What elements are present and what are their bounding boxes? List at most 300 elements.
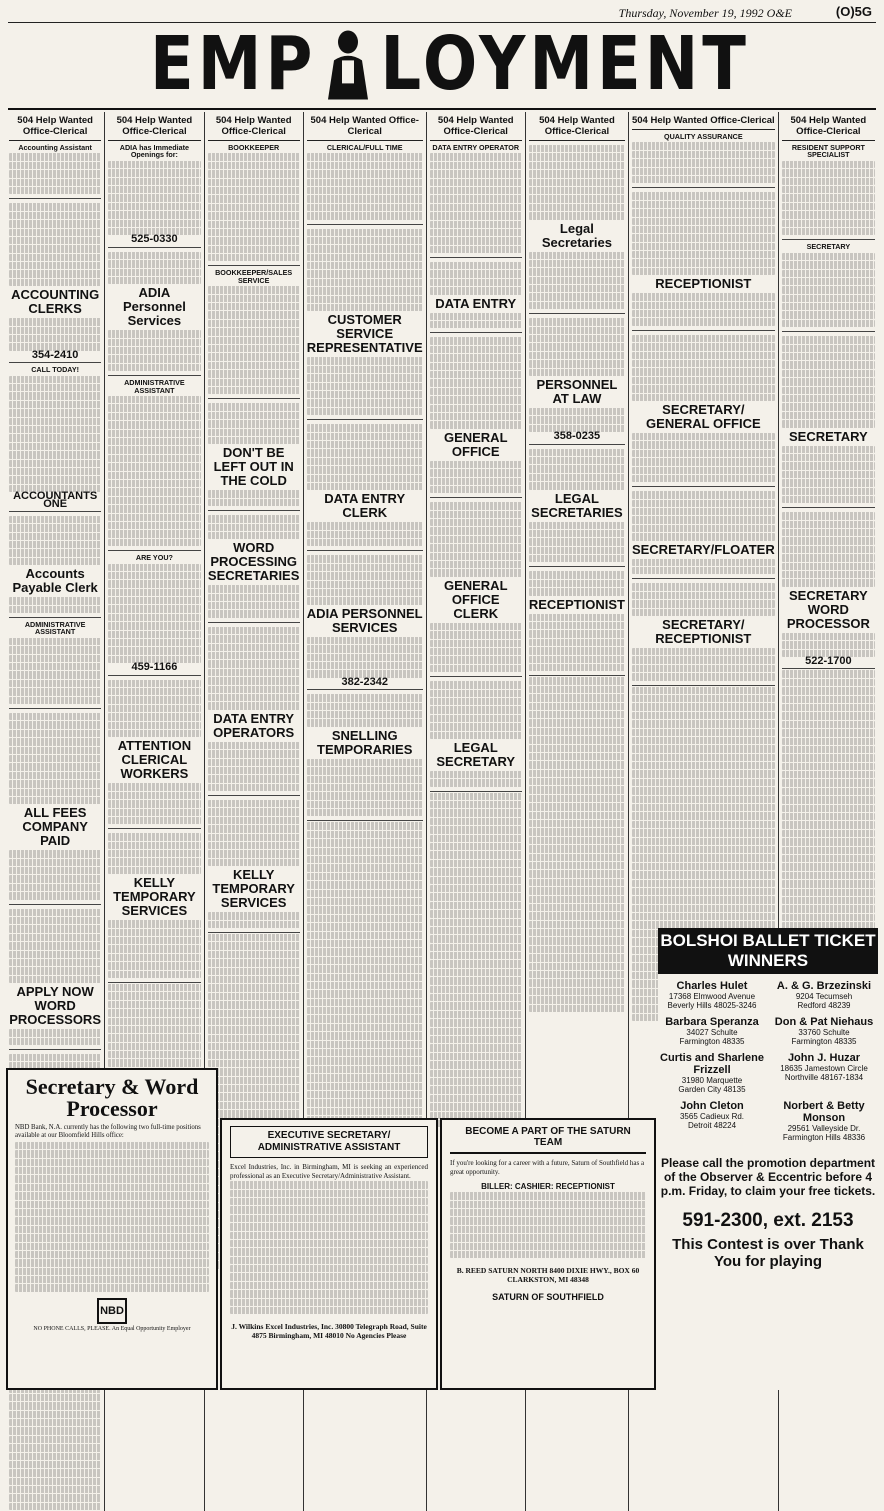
ad-text-line bbox=[529, 786, 625, 793]
ad-text-line bbox=[307, 759, 423, 766]
ad-text-line bbox=[9, 384, 101, 391]
ad-display-title: SNELLING TEMPORARIES bbox=[317, 727, 413, 757]
ad-text-line bbox=[307, 589, 423, 596]
ad-text-line bbox=[208, 1102, 300, 1109]
classified-ad bbox=[782, 508, 875, 669]
ad-text-line bbox=[782, 670, 875, 677]
ad-text-line bbox=[529, 686, 625, 693]
ad-text-line bbox=[430, 179, 522, 186]
ad-text-line bbox=[529, 694, 625, 701]
ad-text-line bbox=[208, 153, 300, 160]
ad-text-line bbox=[430, 413, 522, 420]
ad-text-line bbox=[307, 932, 423, 939]
ad-text-line bbox=[307, 374, 423, 381]
ad-display-title: GENERAL OFFICE bbox=[443, 429, 508, 459]
ad-text-line bbox=[9, 1029, 101, 1036]
winner-entry bbox=[770, 1100, 878, 1142]
ad-text-line bbox=[529, 719, 625, 726]
ad-text-line bbox=[108, 211, 200, 218]
ad-text-line bbox=[9, 318, 101, 325]
ad-text-line bbox=[632, 201, 775, 208]
ad-text-line bbox=[307, 637, 423, 644]
ad-text-line bbox=[307, 848, 423, 855]
ad-text-line bbox=[632, 343, 775, 350]
ad-text-line bbox=[208, 1026, 300, 1033]
ad-text-line bbox=[529, 474, 625, 481]
winner-entry bbox=[658, 1016, 766, 1046]
ad-text-line bbox=[632, 559, 775, 566]
winner-entry bbox=[770, 1052, 878, 1094]
ad-text-line bbox=[430, 363, 522, 370]
ad-text-line bbox=[430, 793, 522, 800]
ad-text-line bbox=[307, 784, 423, 791]
classified-ad bbox=[208, 399, 300, 511]
ad-text-line bbox=[9, 721, 101, 728]
ad-text-line bbox=[430, 843, 522, 850]
ad-text-line bbox=[9, 713, 101, 720]
ad-text-line bbox=[9, 867, 101, 874]
classified-ad bbox=[9, 618, 101, 709]
ad-text-line bbox=[430, 354, 522, 361]
ad-text-line bbox=[108, 984, 200, 991]
ad-phone: 382-2342 bbox=[341, 675, 388, 688]
ad-text-line bbox=[632, 648, 775, 655]
ad-text-line bbox=[632, 310, 775, 317]
ad-text-line bbox=[529, 530, 625, 537]
ad-text-line bbox=[529, 457, 625, 464]
ad-text-line bbox=[307, 195, 423, 202]
ad-text-line bbox=[108, 800, 200, 807]
ad-text-line bbox=[9, 1453, 101, 1460]
ad-text-line bbox=[782, 880, 875, 887]
secretary-ad-title: Secretary & Word Processor bbox=[25, 1074, 199, 1121]
ad-text-line bbox=[529, 862, 625, 869]
classified-ad bbox=[208, 623, 300, 796]
ad-text-line bbox=[782, 696, 875, 703]
ballet-offer: This Contest is over Thank You for playing bbox=[672, 1236, 864, 1270]
ad-text-line bbox=[632, 656, 775, 663]
ad-text-line bbox=[782, 336, 875, 343]
ad-display-title: SECRETARY/ GENERAL OFFICE bbox=[646, 401, 761, 431]
ad-text-line bbox=[208, 1077, 300, 1084]
ad-text-line bbox=[430, 893, 522, 900]
ad-text-line bbox=[632, 151, 775, 158]
ad-text-line bbox=[9, 772, 101, 779]
ad-text-line bbox=[529, 996, 625, 1003]
ad-text-line bbox=[208, 490, 300, 497]
ad-text-line bbox=[307, 187, 423, 194]
ad-text-line bbox=[529, 753, 625, 760]
ad-text-line bbox=[307, 229, 423, 236]
ad-phone: 358-0235 bbox=[553, 430, 601, 443]
ad-text-line bbox=[782, 361, 875, 368]
ad-text-line bbox=[9, 680, 101, 687]
ad-text-line bbox=[108, 696, 200, 703]
ad-text-line bbox=[529, 745, 625, 752]
ad-text-line bbox=[782, 763, 875, 770]
worker-icon bbox=[320, 28, 376, 102]
ad-text-line bbox=[782, 488, 875, 495]
ad-text-line bbox=[9, 780, 101, 787]
classified-ad bbox=[108, 551, 200, 676]
ad-text-line bbox=[430, 313, 522, 320]
ad-text-line bbox=[307, 399, 423, 406]
ad-text-line bbox=[782, 261, 875, 268]
ad-text-line bbox=[9, 460, 101, 467]
ad-text-line bbox=[108, 404, 200, 411]
ad-text-line bbox=[208, 644, 300, 651]
ad-text-line bbox=[529, 588, 625, 595]
ad-text-line bbox=[632, 905, 775, 912]
ad-text-line bbox=[307, 555, 423, 562]
ad-text-line bbox=[430, 681, 522, 688]
ad-text-line bbox=[208, 610, 300, 617]
ad-display-title: RECEPTIONIST bbox=[655, 276, 752, 292]
ad-text-line bbox=[430, 877, 522, 884]
ad-text-line bbox=[307, 449, 423, 456]
ad-text-line bbox=[9, 533, 101, 540]
ad-text-line bbox=[9, 763, 101, 770]
ad-text-line bbox=[632, 804, 775, 811]
ad-text-line bbox=[9, 747, 101, 754]
ad-heading: BOOKKEEPER bbox=[228, 143, 280, 152]
ad-text-line bbox=[108, 455, 200, 462]
classified-ad bbox=[307, 141, 423, 225]
ad-text-line bbox=[430, 927, 522, 934]
ad-text-line bbox=[208, 859, 300, 866]
ad-text-line bbox=[9, 327, 101, 334]
excel-exec-secretary-ad bbox=[220, 1118, 438, 1390]
ad-text-line bbox=[782, 186, 875, 193]
ad-text-line bbox=[108, 514, 200, 521]
ad-text-line bbox=[529, 912, 625, 919]
ad-text-line bbox=[529, 408, 625, 415]
ad-text-line bbox=[9, 606, 101, 613]
ad-text-line bbox=[529, 803, 625, 810]
ad-text-line bbox=[632, 600, 775, 607]
ad-text-line bbox=[632, 209, 775, 216]
ad-text-line bbox=[430, 478, 522, 485]
ad-text-line bbox=[529, 988, 625, 995]
column-head: 504 Help Wanted Office-Clerical bbox=[782, 112, 875, 141]
ad-text-line bbox=[208, 370, 300, 377]
ad-text-line bbox=[307, 296, 423, 303]
ad-text-line bbox=[307, 873, 423, 880]
ballet-banner: BOLSHOI BALLET TICKET WINNERS bbox=[658, 928, 878, 974]
ad-text-line bbox=[208, 842, 300, 849]
ad-text-line bbox=[307, 694, 423, 701]
ad-text-line bbox=[307, 670, 423, 677]
ad-text-line bbox=[782, 687, 875, 694]
ad-text-line bbox=[208, 984, 300, 991]
winner-entry bbox=[658, 1100, 766, 1142]
ad-text-line bbox=[430, 1011, 522, 1018]
ad-text-line bbox=[108, 413, 200, 420]
ad-text-line bbox=[108, 992, 200, 999]
ad-text-line bbox=[208, 221, 300, 228]
winner-address: 29561 Valleyside Dr. bbox=[787, 1124, 861, 1133]
ad-text-line bbox=[9, 279, 101, 286]
ad-text-line bbox=[9, 153, 101, 160]
ad-text-line bbox=[108, 505, 200, 512]
ad-text-line bbox=[307, 170, 423, 177]
ad-text-line bbox=[307, 304, 423, 311]
ad-text-line bbox=[632, 441, 775, 448]
ad-text-line bbox=[782, 529, 875, 536]
ad-text-line bbox=[208, 1001, 300, 1008]
ad-text-line bbox=[108, 472, 200, 479]
ad-text-line bbox=[307, 990, 423, 997]
ad-text-line bbox=[529, 425, 625, 432]
winner-address: 9204 Tecumseh bbox=[795, 992, 853, 1001]
ad-text-line bbox=[108, 480, 200, 487]
ad-text-line bbox=[782, 479, 875, 486]
ad-text-line bbox=[782, 345, 875, 352]
ad-text-line bbox=[529, 937, 625, 944]
ad-text-line bbox=[307, 564, 423, 571]
ad-text-line bbox=[307, 1032, 423, 1039]
ad-text-line bbox=[782, 838, 875, 845]
ad-text-line bbox=[108, 330, 200, 337]
ad-text-line bbox=[782, 378, 875, 385]
ad-text-line bbox=[9, 738, 101, 745]
ad-text-line bbox=[782, 779, 875, 786]
ad-text-line bbox=[632, 871, 775, 878]
ad-text-line bbox=[307, 204, 423, 211]
ad-text-line bbox=[529, 449, 625, 456]
ad-text-line bbox=[430, 469, 522, 476]
ad-text-line bbox=[108, 631, 200, 638]
ad-text-line bbox=[430, 902, 522, 909]
ad-text-line bbox=[529, 204, 625, 211]
ad-text-line bbox=[307, 245, 423, 252]
ad-text-line bbox=[108, 605, 200, 612]
ad-text-line bbox=[307, 1041, 423, 1048]
ad-text-line bbox=[782, 889, 875, 896]
ad-text-line bbox=[208, 817, 300, 824]
ad-text-line bbox=[208, 942, 300, 949]
paper-name: O&E bbox=[766, 6, 792, 20]
ad-text-line bbox=[307, 1066, 423, 1073]
ad-text-line bbox=[782, 771, 875, 778]
winner-entry bbox=[658, 1052, 766, 1094]
ad-text-line bbox=[307, 881, 423, 888]
classified-ad bbox=[307, 420, 423, 551]
ad-text-line bbox=[782, 178, 875, 185]
ad-heading: ADMINISTRATIVE ASSISTANT bbox=[124, 378, 185, 395]
ad-text-line bbox=[307, 1099, 423, 1106]
ad-text-line bbox=[108, 178, 200, 185]
ad-text-line bbox=[307, 831, 423, 838]
ad-text-line bbox=[529, 812, 625, 819]
ad-text-line bbox=[782, 863, 875, 870]
ad-display-title: PERSONNEL AT LAW bbox=[536, 376, 618, 406]
ad-text-line bbox=[307, 822, 423, 829]
ad-text-line bbox=[430, 994, 522, 1001]
ad-text-line bbox=[782, 914, 875, 921]
ad-text-line bbox=[208, 515, 300, 522]
winner-address: 18635 Jamestown Circle bbox=[780, 1064, 868, 1073]
ad-text-line bbox=[108, 463, 200, 470]
ad-text-line bbox=[632, 888, 775, 895]
ad-text-line bbox=[208, 254, 300, 261]
exec-ad-title: EXECUTIVE SECRETARY/ ADMINISTRATIVE ASSISTANT bbox=[230, 1126, 428, 1158]
ad-text-line bbox=[430, 1078, 522, 1085]
ad-text-line bbox=[307, 1015, 423, 1022]
ad-text-line bbox=[430, 706, 522, 713]
ad-text-line bbox=[307, 711, 423, 718]
ad-text-line bbox=[9, 434, 101, 441]
ad-text-line bbox=[632, 500, 775, 507]
ad-text-line bbox=[632, 533, 775, 540]
ad-text-line bbox=[529, 170, 625, 177]
ad-text-line bbox=[9, 951, 101, 958]
classified-ad bbox=[529, 141, 625, 314]
ad-text-line bbox=[632, 450, 775, 457]
classified-ad bbox=[307, 551, 423, 690]
ad-text-line bbox=[632, 251, 775, 258]
ad-text-line bbox=[208, 1085, 300, 1092]
title-right: LOYMENT bbox=[380, 22, 750, 108]
ad-text-line bbox=[529, 703, 625, 710]
classified-ad bbox=[108, 248, 200, 377]
ad-text-line bbox=[632, 762, 775, 769]
ad-text-line bbox=[307, 522, 423, 529]
ad-text-line bbox=[9, 451, 101, 458]
ad-text-line bbox=[108, 572, 200, 579]
ad-text-line bbox=[208, 921, 300, 928]
column-head: 504 Help Wanted Office-Clerical bbox=[9, 112, 101, 141]
ad-text-line bbox=[108, 1001, 200, 1008]
ad-text-line bbox=[108, 203, 200, 210]
classified-ad bbox=[529, 314, 625, 444]
ad-text-line bbox=[208, 420, 300, 427]
ad-text-line bbox=[430, 561, 522, 568]
ad-text-line bbox=[108, 783, 200, 790]
ad-text-line bbox=[632, 302, 775, 309]
ad-text-line bbox=[430, 801, 522, 808]
winner-name: Don & Pat Niehaus bbox=[774, 1016, 874, 1028]
ad-text-line bbox=[9, 1461, 101, 1468]
ballet-phone: 591-2300, ext. 2153 bbox=[682, 1210, 854, 1231]
ad-text-line bbox=[208, 677, 300, 684]
ad-display-title: SECRETARY bbox=[788, 428, 868, 444]
ad-text-line bbox=[529, 647, 625, 654]
ad-text-line bbox=[632, 293, 775, 300]
ad-text-line bbox=[208, 686, 300, 693]
ad-text-line bbox=[9, 859, 101, 866]
ad-text-line bbox=[529, 538, 625, 545]
ad-text-line bbox=[430, 1061, 522, 1068]
ad-text-line bbox=[307, 719, 423, 726]
ad-text-line bbox=[108, 580, 200, 587]
ad-text-line bbox=[108, 1034, 200, 1041]
classified-ad bbox=[9, 141, 101, 199]
ad-text-line bbox=[782, 169, 875, 176]
ad-text-line bbox=[208, 303, 300, 310]
ad-text-line bbox=[430, 1044, 522, 1051]
ad-text-line bbox=[632, 720, 775, 727]
ad-text-line bbox=[208, 850, 300, 857]
ad-text-line bbox=[9, 418, 101, 425]
ad-text-line bbox=[430, 527, 522, 534]
ad-text-line bbox=[108, 622, 200, 629]
classified-ad bbox=[430, 333, 522, 498]
ad-text-line bbox=[208, 951, 300, 958]
winner-city: Farmington Hills 48336 bbox=[782, 1133, 866, 1142]
ad-text-line bbox=[208, 825, 300, 832]
ad-text-line bbox=[208, 959, 300, 966]
ad-text-line bbox=[307, 1091, 423, 1098]
ad-text-line bbox=[782, 270, 875, 277]
ad-text-line bbox=[529, 302, 625, 309]
ad-text-line bbox=[108, 194, 200, 201]
ad-text-line bbox=[430, 195, 522, 202]
ad-text-line bbox=[529, 837, 625, 844]
ad-text-line bbox=[632, 234, 775, 241]
column-head: 504 Help Wanted Office-Clerical bbox=[307, 112, 423, 141]
ad-heading: ARE YOU? bbox=[135, 553, 173, 563]
ad-text-line bbox=[9, 697, 101, 704]
ad-text-line bbox=[9, 376, 101, 383]
ad-text-line bbox=[307, 287, 423, 294]
ad-display-title: DATA ENTRY bbox=[435, 295, 517, 311]
ad-text-line bbox=[430, 187, 522, 194]
ad-text-line bbox=[632, 745, 775, 752]
ad-heading: QUALITY ASSURANCE bbox=[664, 132, 743, 141]
ad-text-line bbox=[208, 353, 300, 360]
ad-text-line bbox=[208, 179, 300, 186]
ad-text-line bbox=[208, 1010, 300, 1017]
classified-ad bbox=[632, 579, 775, 685]
ad-display-title: ADIA PERSONNEL SERVICES bbox=[306, 605, 423, 635]
ad-display-title: LEGAL SECRETARY bbox=[436, 739, 516, 769]
ad-text-line bbox=[307, 645, 423, 652]
classified-ad bbox=[307, 225, 423, 421]
ad-text-line bbox=[208, 912, 300, 919]
ad-text-line bbox=[529, 622, 625, 629]
ad-text-line bbox=[108, 161, 200, 168]
ad-text-line bbox=[529, 711, 625, 718]
saturn-ad-body: If you're looking for a career with a future, Saturn of Southfield has a great opportunity. bbox=[450, 1159, 645, 1176]
ad-text-line bbox=[9, 917, 101, 924]
ad-text-line bbox=[782, 512, 875, 519]
ad-text-line bbox=[9, 229, 101, 236]
ad-text-line bbox=[307, 1024, 423, 1031]
classified-ad bbox=[782, 240, 875, 332]
ad-text-line bbox=[9, 663, 101, 670]
ad-text-line bbox=[430, 337, 522, 344]
winner-city: Garden City 48135 bbox=[678, 1085, 746, 1094]
ad-text-line bbox=[430, 170, 522, 177]
ad-text-line bbox=[9, 1494, 101, 1501]
ad-text-line bbox=[430, 969, 522, 976]
ad-text-line bbox=[9, 558, 101, 565]
ad-text-line bbox=[9, 245, 101, 252]
ad-text-line bbox=[632, 821, 775, 828]
ad-text-line bbox=[9, 409, 101, 416]
ad-text-line bbox=[208, 499, 300, 506]
classified-ad bbox=[9, 363, 101, 512]
ad-text-line bbox=[430, 1103, 522, 1110]
ad-text-line bbox=[307, 572, 423, 579]
ad-text-line bbox=[9, 1394, 101, 1401]
column-head: 504 Help Wanted Office-Clerical bbox=[632, 112, 775, 130]
ad-text-line bbox=[307, 531, 423, 538]
ad-text-line bbox=[9, 187, 101, 194]
ad-text-line bbox=[108, 817, 200, 824]
ad-text-line bbox=[108, 639, 200, 646]
